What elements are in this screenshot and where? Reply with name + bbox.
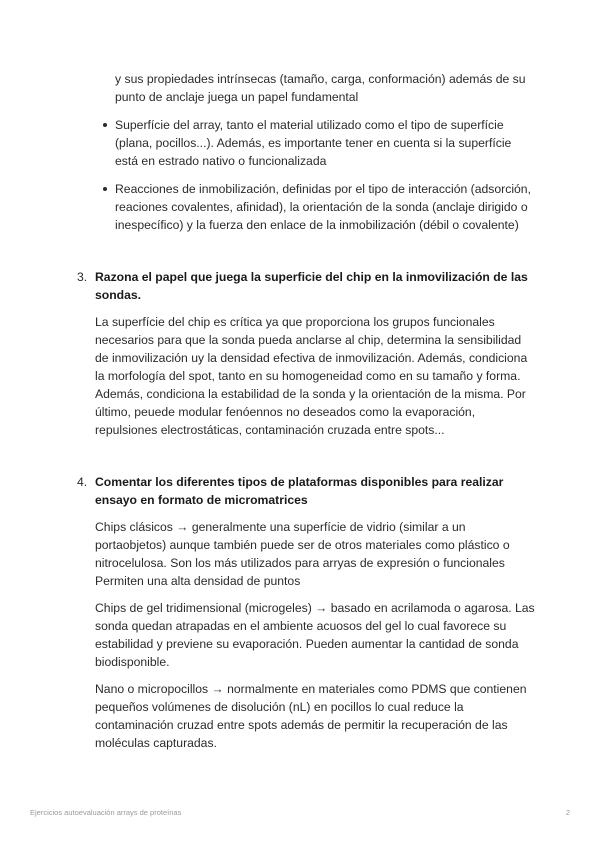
question-3 — [0, 268, 600, 439]
page-content — [0, 70, 600, 752]
question-number: 4. — [77, 475, 88, 489]
question-title: Comentar los diferentes tipos de plataformas disponibles para realizar ensayo en formato de micromatrices — [95, 475, 504, 507]
bullet-dot-icon — [103, 123, 107, 127]
answer-paragraph: Chips de gel tridimensional (microgeles) → basado en acrilamoda o agarosa. Las sonda quedan atrapadas en el ambiente acuosos del gel lo cual favorece su estabilidad y previene su evaporación. Pueden aumentar la cantidad de sonda biodisponible. — [95, 601, 535, 669]
answer-block — [95, 313, 535, 439]
bullet-text: Reacciones de inmobilización, definidas por el tipo de interacción (adsorción, reaciones covalentes, afinidad), la orientación de la sonda (anclaje dirigido o inespecífico) y la fuerza den enlace de la inmobilización (débil o covalente) — [115, 182, 531, 232]
footer-title: Ejercicios autoevaluación arrays de proteínas — [30, 808, 182, 817]
bullet-item — [115, 180, 535, 234]
question-heading — [77, 268, 535, 304]
question-4 — [0, 473, 600, 752]
bullet-item — [115, 116, 535, 170]
answer-paragraph: La superfície del chip es crítica ya que proporciona los grupos funcionales necesarios para que la sonda pueda anclarse al chip, determina la sensibilidad de inmovilización uy la densidad efectiva de inmovilización. Además, condiciona la morfología del spot, tanto en su homogeneidad como en su tamaño y forma. Además, condiciona la estabilidad de la sonda y la orientación de la misma. Por último, peuede modular fenóennos no deseados como la evaporación, repulsiones electrostáticas, contaminación cruzada entre spots... — [95, 315, 528, 437]
bullet-list — [0, 116, 600, 234]
continuation-text: y sus propiedades intrínsecas (tamaño, carga, conformación) además de su punto de anclaje juega un papel fundamental — [115, 72, 526, 104]
page-number: 2 — [565, 808, 570, 817]
answer-paragraph: Chips clásicos → generalmente una superfície de vidrio (similar a un portaobjetos) aunque también puede ser de otros materiales como plástico o nitrocelulosa. Son los más utilizados para arryas de expresión o funcionales Permiten una alta densidad de puntos — [95, 520, 510, 588]
bullet-dot-icon — [103, 187, 107, 191]
question-number: 3. — [77, 270, 88, 284]
question-heading — [77, 473, 535, 509]
question-title: Razona el papel que juega la superficie del chip en la inmovilización de las sondas. — [95, 270, 528, 302]
answer-paragraph: Nano o micropocillos → normalmente en materiales como PDMS que contienen pequeños volúmenes de disolución (nL) en pocillos lo cual reduce la contaminación cruzad entre spots además de permitir la recuperación de las moléculas capturadas. — [95, 682, 527, 750]
answer-block — [95, 518, 535, 752]
bullet-text: Superfície del array, tanto el material utilizado como el tipo de superfície (plana, pocillos...). Además, es importante tener en cuenta si la superfície está en estrado nativo o funcionalizada — [115, 118, 512, 168]
